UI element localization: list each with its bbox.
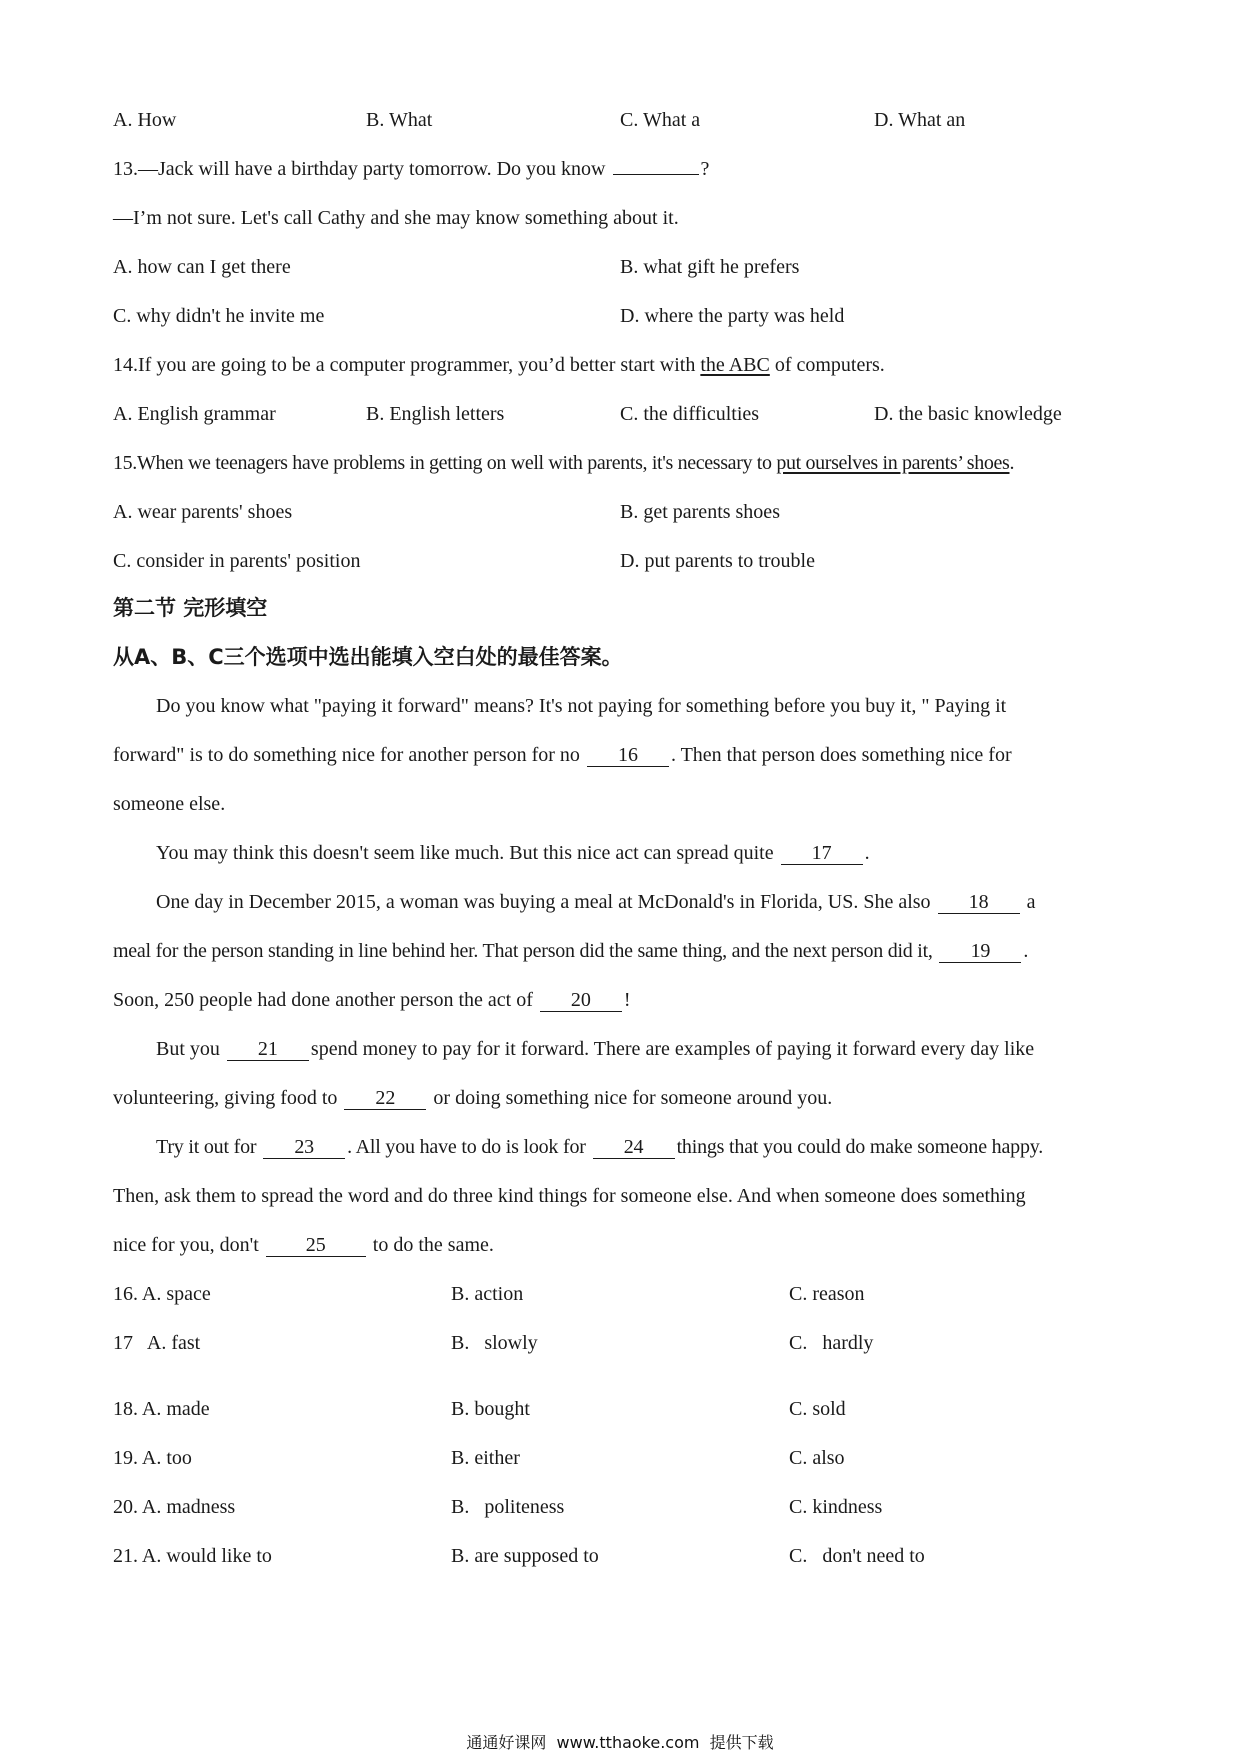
q13-option-c: C. why didn't he invite me: [113, 305, 325, 327]
choice-17-c: C. hardly: [789, 1332, 874, 1354]
passage-text: . Then that person does something nice for: [670, 744, 1012, 766]
passage-text: Try it out for: [156, 1136, 262, 1158]
passage-text: One day in December 2015, a woman was buying a meal at McDonald's in Florida, US. She also: [156, 891, 936, 913]
section-title: 第二节 完形填空: [113, 596, 268, 620]
choice-19-b: B. either: [451, 1447, 520, 1469]
passage-text: a: [1021, 891, 1036, 913]
q12-option-c: C. What a: [620, 109, 701, 131]
choice-17-a: 17 A. fast: [113, 1332, 201, 1354]
passage-text: .: [864, 842, 870, 864]
q15-option-c: C. consider in parents' position: [113, 550, 361, 572]
choice-20-b: B. politeness: [451, 1496, 565, 1518]
choice-21-c: C. don't need to: [789, 1545, 925, 1567]
blank-22: 22: [344, 1087, 426, 1110]
passage-text: spend money to pay for it forward. There are examples of paying it forward every day like: [310, 1038, 1035, 1060]
choice-16-b: B. action: [451, 1283, 524, 1305]
blank-17: 17: [781, 842, 863, 865]
q15-stem-end: .: [1009, 452, 1015, 474]
q14-option-d: D. the basic knowledge: [874, 403, 1062, 425]
choice-19-a: 19. A. too: [113, 1447, 192, 1469]
blank-23: 23: [263, 1136, 345, 1159]
q12-option-d: D. What an: [874, 109, 966, 131]
passage-text: forward" is to do something nice for another person for no: [113, 744, 585, 766]
passage-text: things that you could do make someone happy.: [676, 1136, 1044, 1158]
q15-stem-text: 15.When we teenagers have problems in getting on well with parents, it's necessary to: [113, 452, 777, 474]
q12-option-a: A. How: [113, 109, 177, 131]
passage-text: Soon, 250 people had done another person the act of: [113, 989, 538, 1011]
choice-18-c: C. sold: [789, 1398, 846, 1420]
q13-stem-end: ?: [700, 158, 710, 180]
choice-18-a: 18. A. made: [113, 1398, 210, 1420]
blank-24: 24: [593, 1136, 675, 1159]
q15-underlined-phrase: put ourselves in parents’ shoes: [776, 452, 1010, 474]
passage-text: You may think this doesn't seem like much. But this nice act can spread quite: [156, 842, 779, 864]
choice-21-b: B. are supposed to: [451, 1545, 599, 1567]
choice-17-b: B. slowly: [451, 1332, 538, 1354]
passage-line-8: [156, 1036, 1034, 1062]
passage-text: meal for the person standing in line behind her. That person did the same thing, and the next person did it,: [113, 940, 938, 962]
q13-option-d: D. where the party was held: [620, 305, 845, 327]
q14-stem-text: 14.If you are going to be a computer programmer, you’d better start with: [113, 354, 701, 376]
choice-20-c: C. kindness: [789, 1496, 883, 1518]
passage-line-1: Do you know what "paying it forward" means? It's not paying for something before you buy it, " Paying it: [156, 695, 1007, 717]
passage-line-4: [156, 840, 870, 866]
q14-stem-end: of computers.: [769, 354, 885, 376]
q15-option-b: B. get parents shoes: [620, 501, 780, 523]
passage-line-10: [156, 1134, 1043, 1160]
passage-line-7: [113, 987, 631, 1013]
q14-option-b: B. English letters: [366, 403, 505, 425]
section-instruction: 从A、B、C三个选项中选出能填入空白处的最佳答案。: [113, 645, 623, 669]
q13-blank: [613, 174, 699, 175]
blank-18: 18: [938, 891, 1020, 914]
choice-16-c: C. reason: [789, 1283, 865, 1305]
choice-18-b: B. bought: [451, 1398, 530, 1420]
q13-option-a: A. how can I get there: [113, 256, 291, 278]
q13-stem: [113, 156, 709, 182]
q15-option-d: D. put parents to trouble: [620, 550, 815, 572]
choice-20-a: 20. A. madness: [113, 1496, 236, 1518]
choice-19-c: C. also: [789, 1447, 845, 1469]
passage-line-2: [113, 742, 1012, 768]
page-footer: 通通好课网 www.tthaoke.com 提供下载: [466, 1733, 774, 1752]
passage-line-6: [113, 938, 1028, 964]
q13-reply: —I’m not sure. Let's call Cathy and she may know something about it.: [113, 207, 679, 229]
passage-line-9: [113, 1085, 832, 1111]
blank-21: 21: [227, 1038, 309, 1061]
passage-text: to do the same.: [367, 1234, 494, 1256]
blank-16: 16: [587, 744, 669, 767]
q14-stem: [113, 352, 885, 378]
q13-option-b: B. what gift he prefers: [620, 256, 800, 278]
passage-text: . All you have to do is look for: [347, 1136, 591, 1158]
passage-line-12: [113, 1232, 494, 1258]
passage-text: or doing something nice for someone around you.: [428, 1087, 833, 1109]
q14-option-a: A. English grammar: [113, 403, 276, 425]
q15-option-a: A. wear parents' shoes: [113, 501, 293, 523]
passage-line-11: Then, ask them to spread the word and do three kind things for someone else. And when someone does something: [113, 1185, 1026, 1207]
blank-19: 19: [939, 940, 1021, 963]
passage-text: !: [623, 989, 631, 1011]
passage-text: .: [1023, 940, 1029, 962]
passage-text: But you: [156, 1038, 225, 1060]
q14-underlined-phrase: the ABC: [700, 354, 770, 376]
blank-25: 25: [266, 1234, 366, 1257]
passage-text: volunteering, giving food to: [113, 1087, 343, 1109]
q14-option-c: C. the difficulties: [620, 403, 760, 425]
q13-stem-text: 13.—Jack will have a birthday party tomorrow. Do you know: [113, 158, 611, 180]
passage-line-3: someone else.: [113, 793, 226, 815]
choice-16-a: 16. A. space: [113, 1283, 211, 1305]
choice-21-a: 21. A. would like to: [113, 1545, 272, 1567]
passage-text: nice for you, don't: [113, 1234, 264, 1256]
passage-line-5: [156, 889, 1035, 915]
q15-stem: [113, 450, 1014, 476]
blank-20: 20: [540, 989, 622, 1012]
q12-option-b: B. What: [366, 109, 433, 131]
